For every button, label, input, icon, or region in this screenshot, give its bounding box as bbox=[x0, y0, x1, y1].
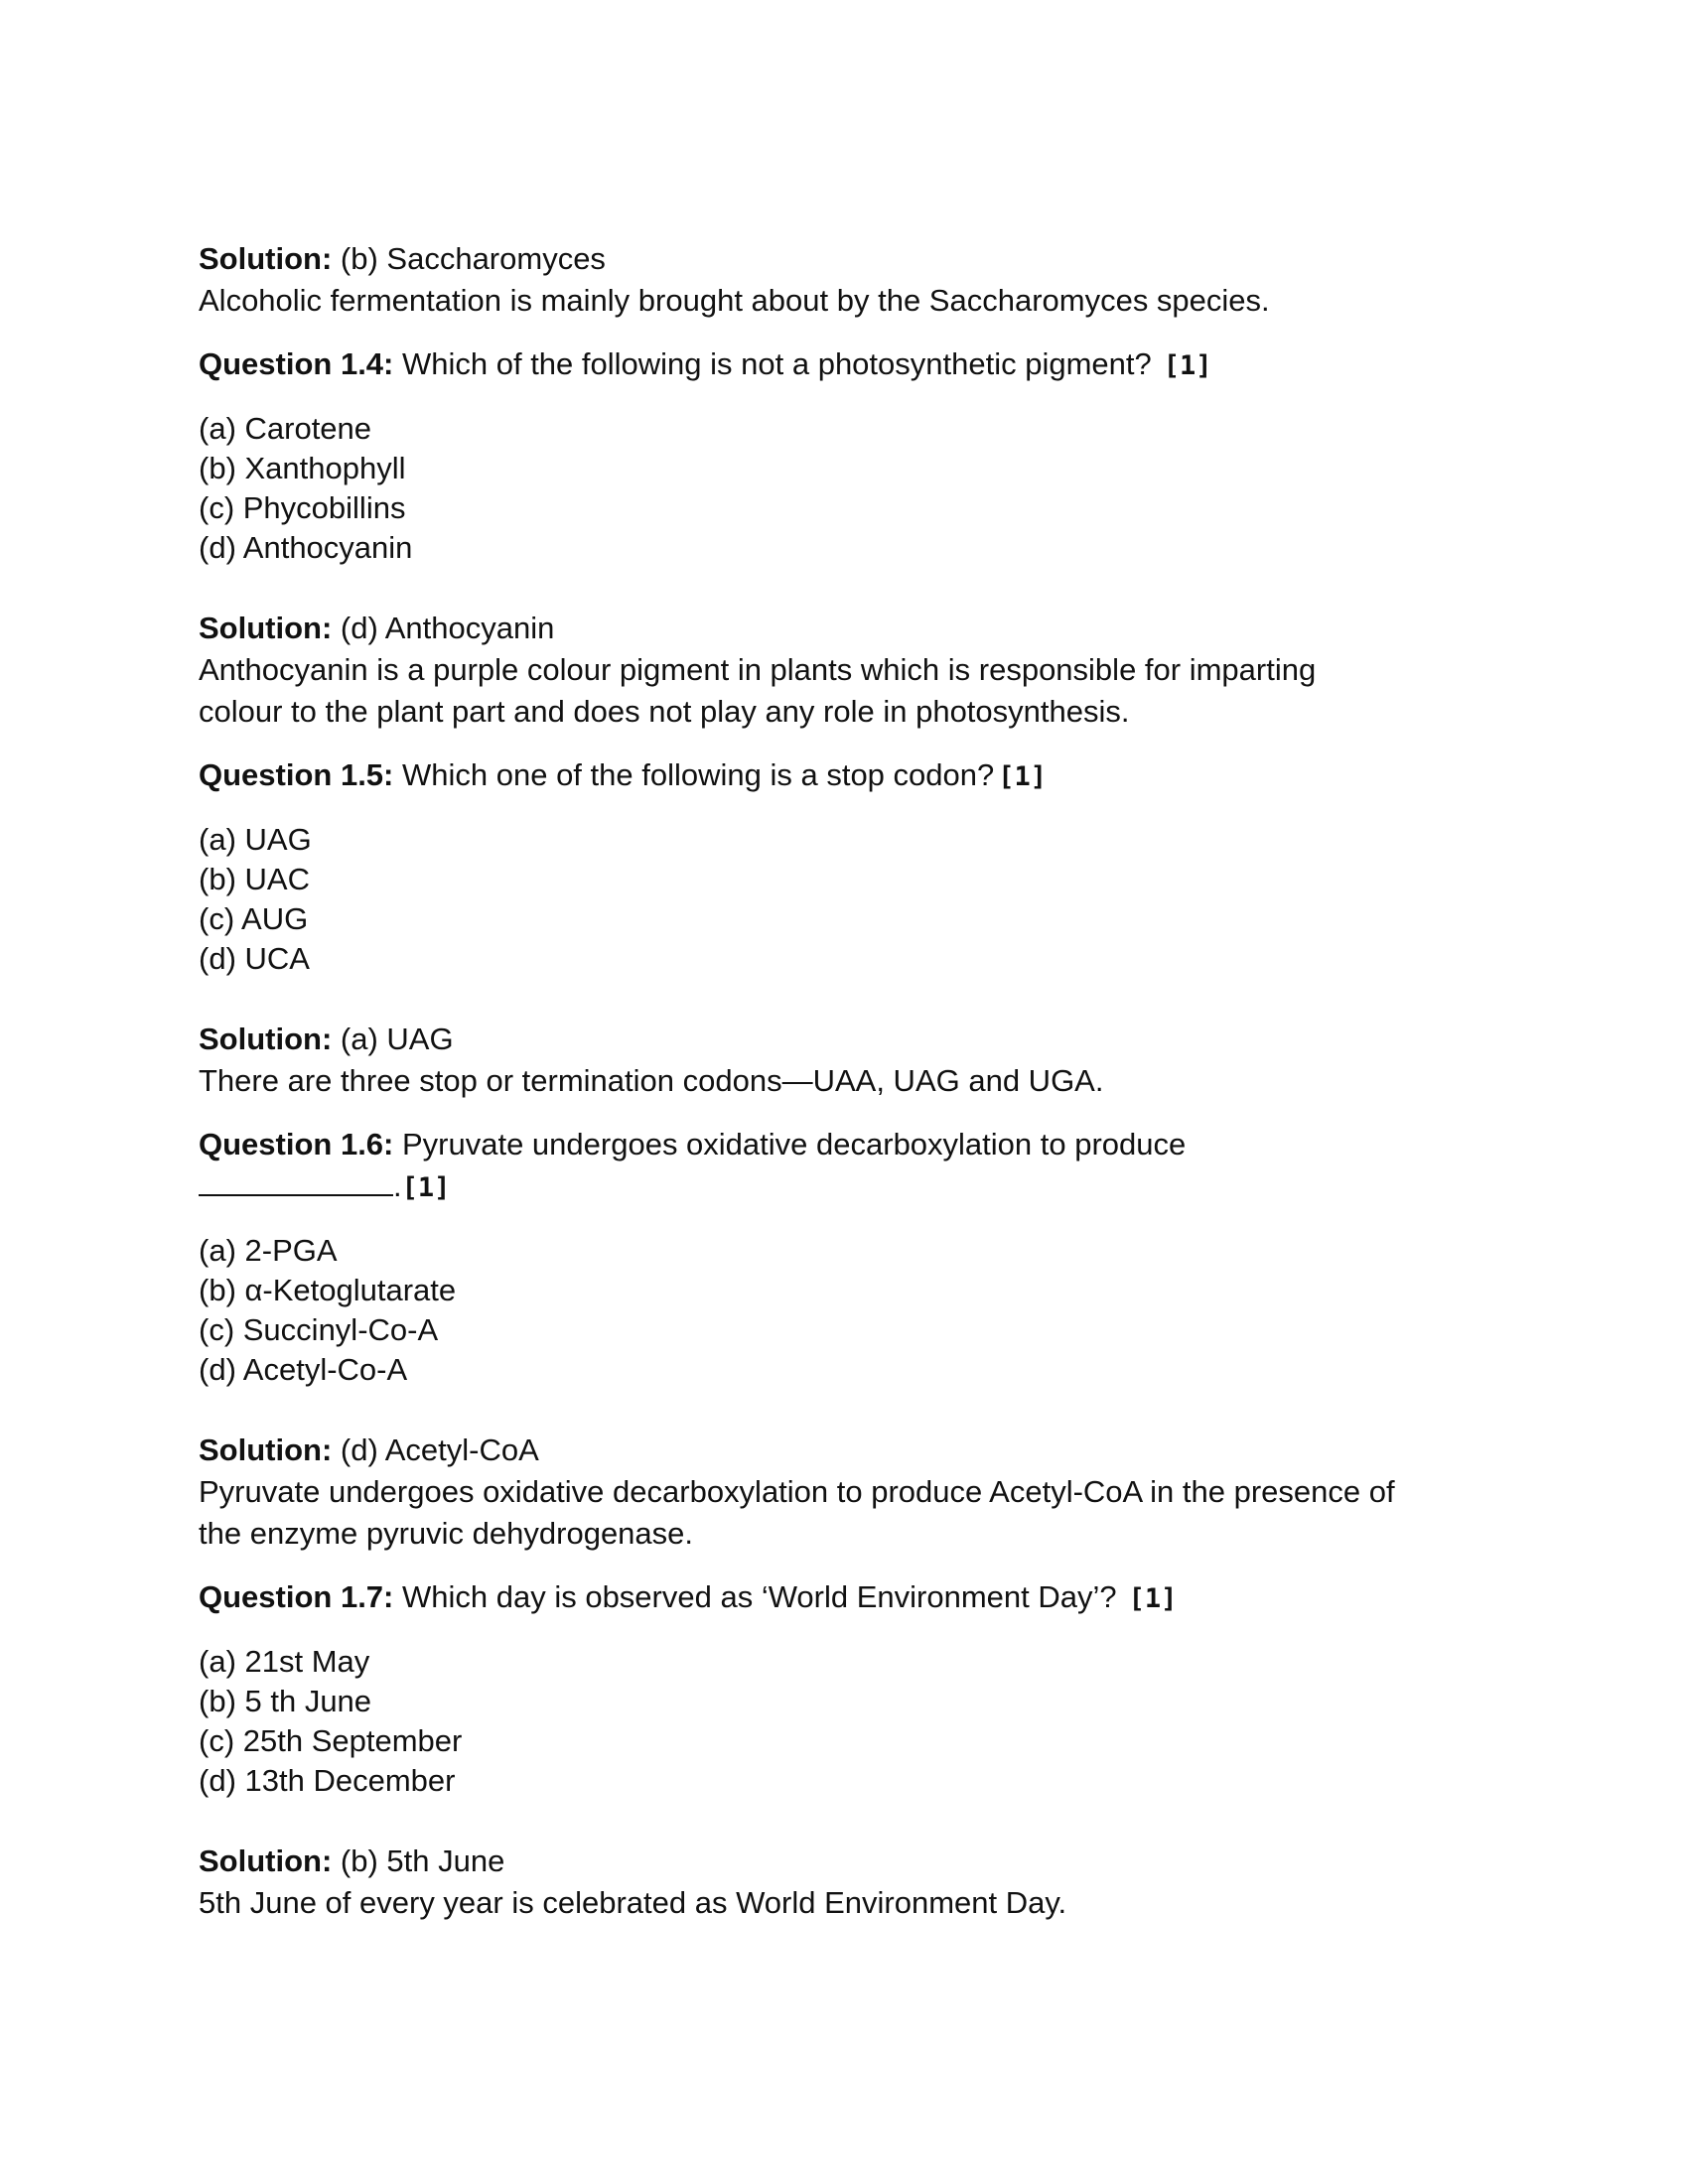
option-b: (b) UAC bbox=[199, 862, 310, 896]
question-text: Which one of the following is a stop codon? bbox=[393, 757, 995, 792]
solution-1-7-text: 5th June of every year is celebrated as World Environment Day. bbox=[199, 1885, 1067, 1920]
question-text: Which of the following is not a photosynthetic pigment? bbox=[393, 346, 1152, 381]
question-1-7-options bbox=[199, 1642, 1519, 1801]
solution-1-3-heading bbox=[199, 238, 1519, 280]
marks-badge: [1] bbox=[1128, 1583, 1178, 1614]
option-d: (d) Acetyl-Co-A bbox=[199, 1352, 408, 1387]
question-label: Question 1.7: bbox=[199, 1579, 394, 1614]
option-b: (b) 5 th June bbox=[199, 1684, 372, 1718]
option-c: (c) AUG bbox=[199, 901, 309, 936]
solution-label: Solution: bbox=[199, 1843, 333, 1878]
option-d: (d) 13th December bbox=[199, 1763, 456, 1798]
solution-1-5-heading bbox=[199, 1019, 1519, 1060]
question-1-4 bbox=[199, 343, 1519, 387]
solution-answer: (d) Acetyl-CoA bbox=[332, 1433, 539, 1467]
question-1-6 bbox=[199, 1124, 1519, 1165]
question-1-5 bbox=[199, 754, 1519, 798]
marks-badge: [1] bbox=[401, 1172, 451, 1203]
solution-1-6-text-line-1: Pyruvate undergoes oxidative decarboxylation to produce Acetyl-CoA in the presence of bbox=[199, 1474, 1395, 1509]
option-d: (d) Anthocyanin bbox=[199, 530, 413, 565]
option-b: (b) α-Ketoglutarate bbox=[199, 1273, 457, 1307]
question-text: Pyruvate undergoes oxidative decarboxylation to produce bbox=[393, 1127, 1187, 1161]
solution-1-5-text: There are three stop or termination codons—UAA, UAG and UGA. bbox=[199, 1063, 1104, 1098]
solution-label: Solution: bbox=[199, 241, 333, 276]
solution-1-4-heading bbox=[199, 608, 1519, 649]
solution-1-3-text: Alcoholic fermentation is mainly brought about by the Saccharomyces species. bbox=[199, 283, 1270, 318]
question-1-6-options bbox=[199, 1231, 1519, 1390]
option-a: (a) Carotene bbox=[199, 411, 372, 446]
blank-suffix: . bbox=[393, 1168, 402, 1203]
option-a: (a) 21st May bbox=[199, 1644, 370, 1679]
solution-1-4-text-line-2: colour to the plant part and does not play any role in photosynthesis. bbox=[199, 694, 1130, 729]
solution-1-7-heading bbox=[199, 1841, 1519, 1882]
option-d: (d) UCA bbox=[199, 941, 310, 976]
option-a: (a) 2-PGA bbox=[199, 1233, 338, 1268]
option-c: (c) Succinyl-Co-A bbox=[199, 1312, 439, 1347]
marks-badge: [1] bbox=[998, 761, 1048, 792]
marks-badge: [1] bbox=[1163, 350, 1212, 381]
solution-label: Solution: bbox=[199, 1022, 333, 1056]
option-c: (c) Phycobillins bbox=[199, 490, 406, 525]
question-1-6-blank-line bbox=[199, 1165, 1519, 1209]
solution-answer: (b) 5th June bbox=[332, 1843, 505, 1878]
question-1-4-options bbox=[199, 409, 1519, 568]
solution-label: Solution: bbox=[199, 611, 333, 645]
question-label: Question 1.6: bbox=[199, 1127, 394, 1161]
solution-answer: (d) Anthocyanin bbox=[332, 611, 555, 645]
option-c: (c) 25th September bbox=[199, 1723, 463, 1758]
solution-answer: (b) Saccharomyces bbox=[332, 241, 606, 276]
solution-label: Solution: bbox=[199, 1433, 333, 1467]
question-label: Question 1.4: bbox=[199, 346, 394, 381]
question-text: Which day is observed as ‘World Environment Day’? bbox=[393, 1579, 1117, 1614]
solution-1-6-text-line-2: the enzyme pyruvic dehydrogenase. bbox=[199, 1516, 694, 1551]
solution-1-6-heading bbox=[199, 1430, 1519, 1471]
question-1-7 bbox=[199, 1576, 1519, 1620]
option-a: (a) UAG bbox=[199, 822, 312, 857]
question-1-5-options bbox=[199, 820, 1519, 979]
question-label: Question 1.5: bbox=[199, 757, 394, 792]
solution-1-4-text-line-1: Anthocyanin is a purple colour pigment in plants which is responsible for imparting bbox=[199, 652, 1317, 687]
answer-blank bbox=[199, 1172, 393, 1196]
solution-answer: (a) UAG bbox=[332, 1022, 454, 1056]
option-b: (b) Xanthophyll bbox=[199, 451, 406, 485]
